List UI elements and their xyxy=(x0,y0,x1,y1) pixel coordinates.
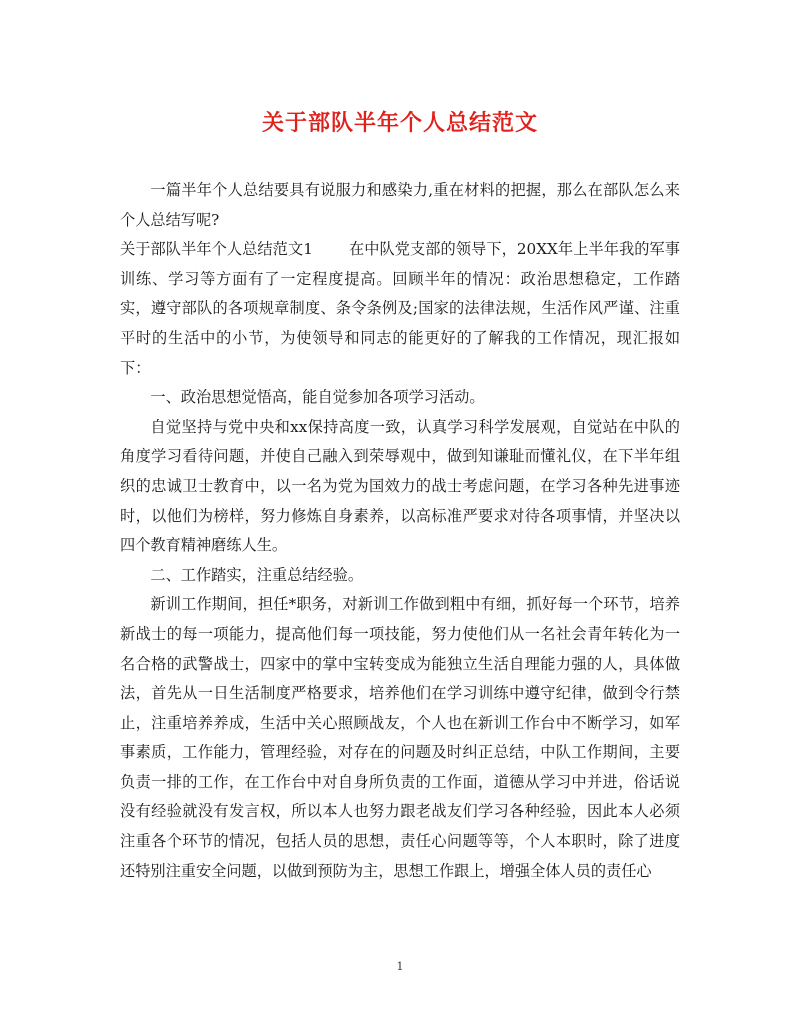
paragraph-1-text: 在中队党支部的领导下，20XX年上半年我的军事训练、学习等方面有了一定程度提高。回顾半年的情况：政治思想稳定，工作踏实，遵守部队的各项规章制度、条令条例及;国家的法律法规，生活作风严谨、注重平时的生活中的小节，为使领导和同志的能更好的了解我的工作情况，现汇报如下： xyxy=(120,240,680,377)
document-title: 关于部队半年个人总结范文 xyxy=(261,110,538,136)
page-number: 1 xyxy=(396,960,404,973)
intro-paragraph: 一篇半年个人总结要具有说服力和感染力,重在材料的把握，那么在部队怎么来个人总结写呢? xyxy=(120,181,680,229)
section-1-heading: 一、政治思想觉悟高，能自觉参加各项学习活动。 xyxy=(150,388,485,407)
section-2-text: 新训工作期间，担任*职务，对新训工作做到粗中有细，抓好每一个环节，培养新战士的每一项能力，提高他们每一项技能，努力使他们从一名社会青年转化为一名合格的武警战士，四家中的掌中宝转变成为能独立生活自理能力强的人，具体做法，首先从一日生活制度严格要求，培养他们在学习训练中遵守纪律，做到令行禁止，注重培养养成，生活中关心照顾战友，个人也在新训工作台中不断学习，如军事素质，工作能力，管理经验，对存在的问题及时纠正总结，中队工作期间，主要负责一排的工作，在工作台中对自身所负责的工作面，道德从学习中并进，俗话说没有经验就没有发言权，所以本人也努力跟老战友们学习各种经验，因此本人必须注重各个环节的情况，包括人员的思想，责任心问题等等，个人本职时，除了进度还特别注重安全问题，以做到预防为主，思想工作跟上，增强全体人员的责任心 xyxy=(120,595,680,880)
sample-paragraph xyxy=(120,235,680,383)
sample-heading: 关于部队半年个人总结范文1 xyxy=(120,240,313,259)
document-body xyxy=(120,176,680,886)
section-2-heading: 二、工作踏实，注重总结经验。 xyxy=(150,565,364,584)
section-1-text: 自觉坚持与党中央和xx保持高度一致，认真学习科学发展观，自觉站在中队的角度学习看待问题，并使自己融入到荣辱观中，做到知谦耻而懂礼仪，在下半年组织的忠诚卫士教育中，以一名为党为国效力的战士考虑问题，在学习各种先进事迹时，以他们为榜样，努力修炼自身素养，以高标准严要求对待各项事情，并坚决以四个教育精神磨练人生。 xyxy=(120,417,680,555)
